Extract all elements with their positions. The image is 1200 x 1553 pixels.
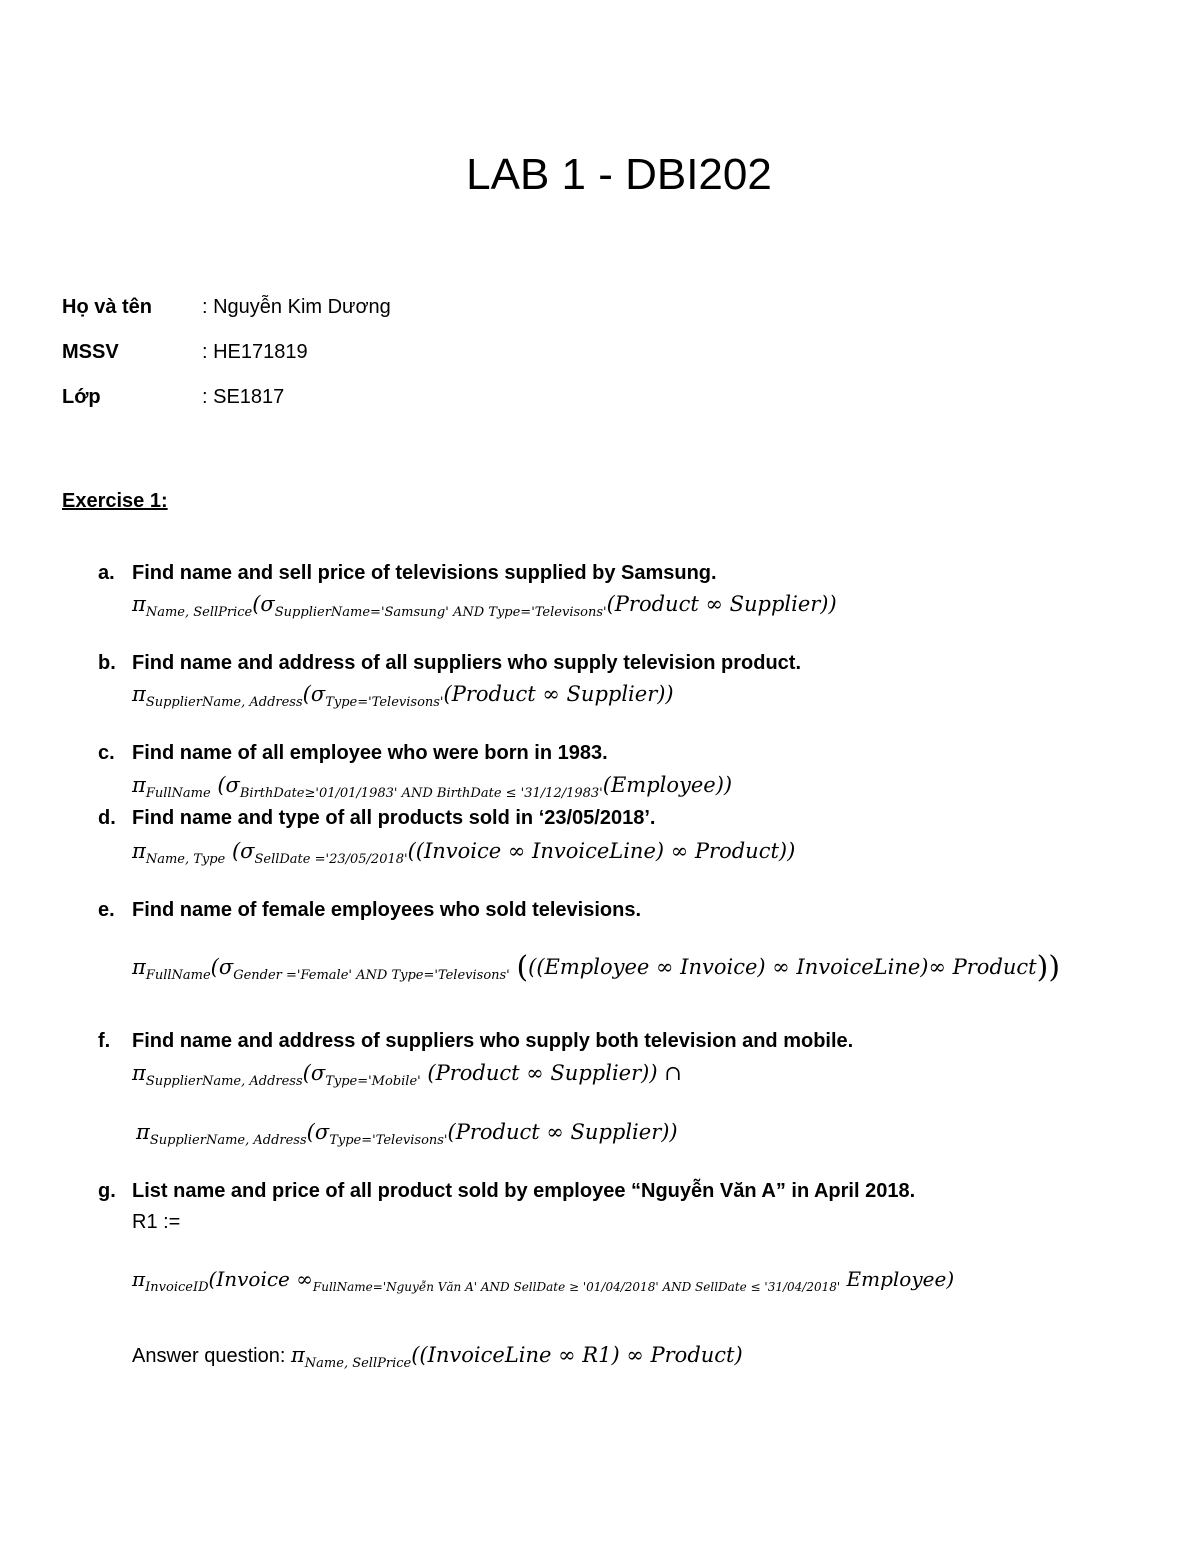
class-value: : SE1817 [202, 386, 285, 408]
question-text: Find name and type of all products sold in ‘23/05/2018’. [132, 807, 656, 829]
question-e [98, 899, 641, 922]
projection-list: Name, Type [145, 852, 226, 867]
question-text: List name and price of all product sold by employee “Nguyễn Văn A” in April 2018. [132, 1180, 916, 1202]
question-b [98, 652, 801, 675]
formula-body: (Product ∞ Supplier)) [443, 682, 674, 706]
projection-list: FullName [145, 786, 211, 801]
question-text: Find name of all employee who were born in 1983. [132, 742, 608, 764]
formula-body: (Product ∞ Supplier)) ∩ [420, 1061, 682, 1085]
pi-symbol: π [132, 839, 146, 863]
selection-condition: SellDate ='23/05/2018' [254, 852, 408, 867]
sigma-open: (σ [302, 682, 326, 706]
selection-condition: Type='Televisons' [329, 1133, 448, 1148]
info-row-id [62, 341, 308, 364]
pi-symbol: π [132, 955, 146, 979]
formula-a [132, 592, 837, 620]
projection-list: SupplierName, Address [145, 695, 303, 710]
pi-symbol: π [132, 592, 146, 616]
sigma-open: (σ [306, 1120, 330, 1144]
projection-list: InvoiceID [145, 1280, 209, 1295]
document-title: LAB 1 - DBI202 [466, 150, 772, 199]
selection-condition: Type='Mobile' [325, 1074, 421, 1089]
selection-condition: BirthDate≥'01/01/1983' AND BirthDate ≤ '31/12/1983' [239, 786, 603, 801]
question-letter: d. [98, 807, 116, 829]
id-label: MSSV [62, 341, 119, 363]
formula-body: (Product ∞ Supplier)) [447, 1120, 678, 1144]
projection-list: SupplierName, Address [145, 1074, 303, 1089]
formula-body: (Product ∞ Supplier)) [606, 592, 837, 616]
question-text: Find name and address of suppliers who supply both television and mobile. [132, 1030, 854, 1052]
answer-label: Answer question: [132, 1345, 291, 1367]
formula-body: ((Employee ∞ Invoice) ∞ InvoiceLine)∞ Product [528, 955, 1037, 979]
question-a [98, 562, 717, 585]
question-letter: b. [98, 652, 116, 674]
info-row-class [62, 386, 284, 409]
formula-e [132, 950, 1060, 985]
pi-symbol: π [132, 1267, 146, 1291]
formula-g1 [132, 1267, 954, 1295]
formula-c [132, 773, 732, 801]
info-row-name [62, 296, 391, 319]
question-d [98, 807, 655, 830]
question-text: Find name and sell price of televisions supplied by Samsung. [132, 562, 717, 584]
question-c [98, 742, 608, 765]
question-letter: f. [98, 1030, 111, 1052]
formula-body: (Employee)) [602, 773, 733, 797]
name-value: : Nguyễn Kim Dương [202, 296, 391, 318]
question-text: Find name and address of all suppliers who supply television product. [132, 652, 802, 674]
exercise-heading: Exercise 1: [62, 490, 168, 512]
formula-body-start: (Invoice ∞ [208, 1267, 313, 1291]
projection-list: SupplierName, Address [149, 1133, 307, 1148]
selection-condition: Gender ='Female' AND Type='Televisons' [233, 968, 510, 983]
selection-condition: Type='Televisons' [325, 695, 444, 710]
question-letter: c. [98, 742, 115, 764]
projection-list: Name, SellPrice [145, 605, 253, 620]
formula-g2 [132, 1343, 743, 1371]
sigma-open: (σ [225, 839, 255, 863]
sigma-open: (σ [210, 773, 240, 797]
pi-symbol: π [290, 1343, 305, 1367]
projection-list: Name, SellPrice [304, 1356, 412, 1371]
pi-symbol: π [132, 682, 146, 706]
pi-symbol: π [132, 773, 146, 797]
big-paren-close: )) [1036, 950, 1061, 985]
question-letter: e. [98, 899, 115, 921]
question-f [98, 1030, 853, 1053]
formula-body-end: Employee) [840, 1267, 955, 1291]
formula-body: ((Invoice ∞ InvoiceLine) ∞ Product)) [407, 839, 796, 863]
question-text: Find name of female employees who sold televisions. [132, 899, 642, 921]
name-label: Họ và tên [62, 296, 153, 318]
big-paren-open: ( [516, 950, 529, 985]
formula-d [132, 839, 795, 867]
formula-body: ((InvoiceLine ∞ R1) ∞ Product) [411, 1343, 743, 1367]
question-letter: a. [98, 562, 115, 584]
formula-b [132, 682, 674, 710]
pi-symbol: π [136, 1120, 150, 1144]
sigma-open: (σ [302, 1061, 326, 1085]
formula-f1 [132, 1061, 682, 1089]
join-condition: FullName='Nguyễn Văn A' AND SellDate ≥ '01/04/2018' AND SellDate ≤ '31/04/2018' [312, 1280, 841, 1294]
projection-list: FullName [145, 968, 211, 983]
selection-condition: SupplierName='Samsung' AND Type='Televisons' [274, 605, 607, 620]
pi-symbol: π [132, 1061, 146, 1085]
sigma-open: (σ [210, 955, 234, 979]
question-letter: g. [98, 1180, 116, 1202]
question-g [98, 1180, 915, 1203]
id-value: : HE171819 [202, 341, 308, 363]
r1-label: R1 := [132, 1211, 181, 1233]
formula-f2 [136, 1120, 678, 1148]
sigma-open: (σ [252, 592, 275, 616]
class-label: Lớp [62, 386, 101, 408]
